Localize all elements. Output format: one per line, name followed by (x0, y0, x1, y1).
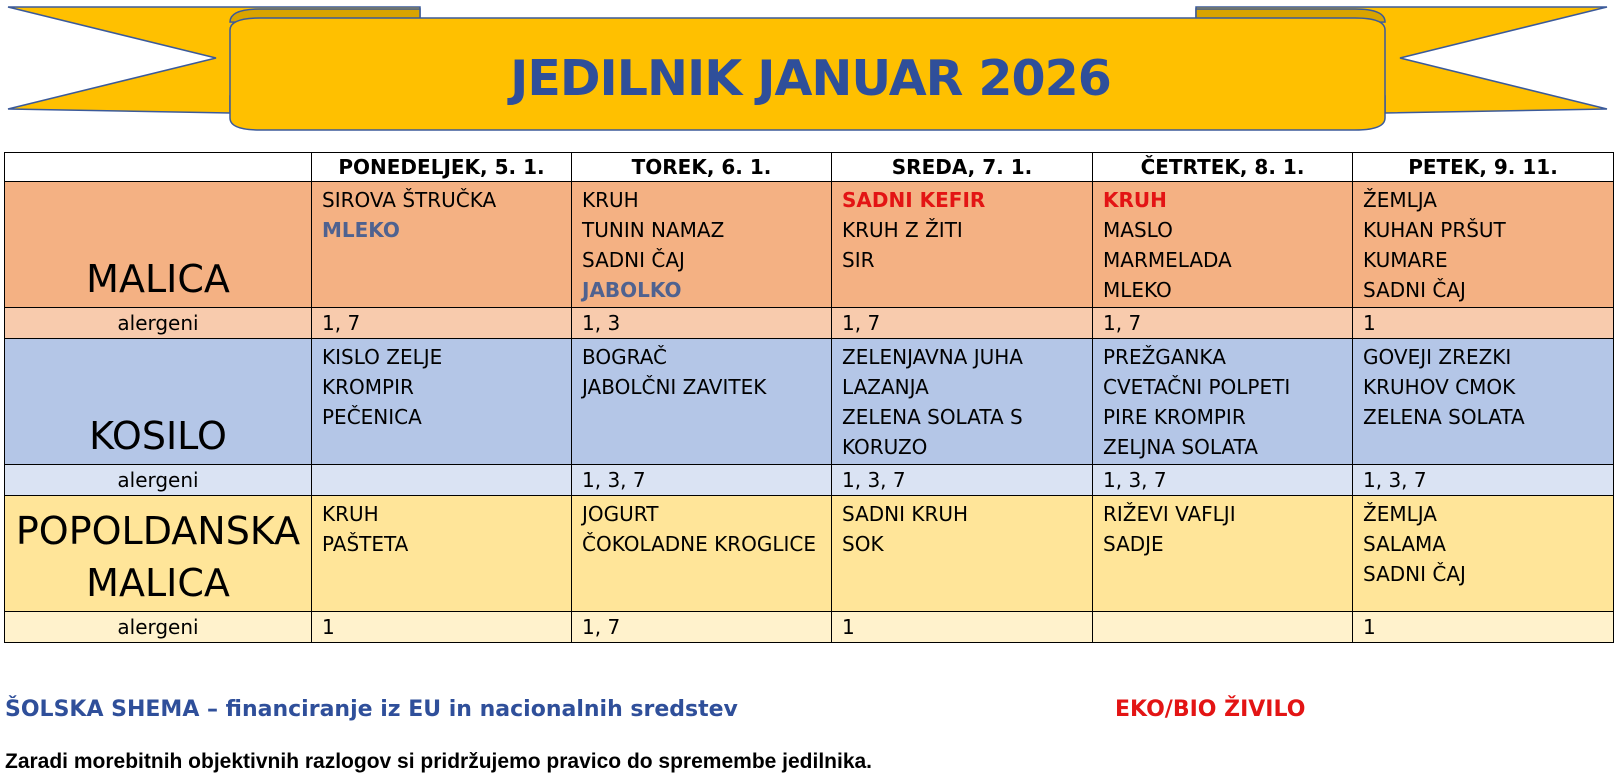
menu-item: KRUHOV CMOK (1363, 375, 1516, 399)
allergen-cell: 1, 3, 7 (1353, 465, 1614, 496)
meal-label-popoldanska: POPOLDANSKA MALICA (5, 496, 312, 612)
menu-cell (1093, 182, 1353, 308)
menu-item: RIŽEVI VAFLJI (1103, 502, 1236, 526)
menu-item: SADNI KRUH (842, 502, 969, 526)
day-header: PONEDELJEK, 5. 1. (312, 153, 572, 182)
allergen-label: alergeni (5, 465, 312, 496)
allergen-label: alergeni (5, 308, 312, 339)
menu-item: SALAMA (1363, 532, 1446, 556)
menu-item: ČOKOLADNE KROGLICE (582, 532, 817, 556)
allergen-cell: 1, 3, 7 (832, 465, 1093, 496)
menu-cell (572, 496, 832, 612)
menu-item: CVETAČNI POLPETI (1103, 375, 1291, 399)
header-empty-cell (5, 153, 312, 182)
allergen-cell: 1 (1353, 308, 1614, 339)
menu-cell (1353, 182, 1614, 308)
menu-item: KRUH (322, 502, 379, 526)
menu-cell (312, 182, 572, 308)
menu-item: MARMELADA (1103, 248, 1232, 272)
menu-cell (312, 496, 572, 612)
menu-item: PAŠTETA (322, 532, 409, 556)
popoldanska-row (5, 496, 1614, 612)
menu-cell (832, 339, 1093, 465)
menu-item: ZELENJAVNA JUHA (842, 345, 1023, 369)
day-header: ČETRTEK, 8. 1. (1093, 153, 1353, 182)
menu-cell (1093, 339, 1353, 465)
day-header-row (5, 153, 1614, 182)
menu-item: SADNI ČAJ (1363, 562, 1466, 586)
allergen-cell: 1, 7 (832, 308, 1093, 339)
menu-item: PIRE KROMPIR (1103, 405, 1246, 429)
page-title: JEDILNIK JANUAR 2026 (510, 49, 1111, 107)
allergen-cell: 1, 3 (572, 308, 832, 339)
day-header: SREDA, 7. 1. (832, 153, 1093, 182)
allergen-cell: 1, 7 (1093, 308, 1353, 339)
menu-item: PREŽGANKA (1103, 345, 1226, 369)
menu-cell (572, 182, 832, 308)
menu-item: ŽEMLJA (1363, 502, 1437, 526)
menu-change-note: Zaradi morebitnih objektivnih razlogov si pridržujemo pravico do spremembe jedilnika. (5, 750, 873, 773)
allergen-label: alergeni (5, 612, 312, 643)
menu-item: KISLO ZELJE (322, 345, 443, 369)
menu-item: KRUH (1103, 188, 1167, 212)
menu-item: MASLO (1103, 218, 1173, 242)
menu-item: MLEKO (1103, 278, 1172, 302)
menu-item: SADNI ČAJ (1363, 278, 1466, 302)
day-header: PETEK, 9. 11. (1353, 153, 1614, 182)
menu-item: KUMARE (1363, 248, 1448, 272)
malica-allergen-row (5, 308, 1614, 339)
menu-item: SADJE (1103, 532, 1164, 556)
menu-item: KRUH Z ŽITI (842, 218, 963, 242)
school-scheme-legend: ŠOLSKA SHEMA – financiranje iz EU in nacionalnih sredstev (5, 697, 738, 722)
menu-cell (1093, 496, 1353, 612)
menu-item: GOVEJI ZREZKI (1363, 345, 1512, 369)
eco-bio-legend: EKO/BIO ŽIVILO (1115, 697, 1306, 722)
menu-item: ZELENA SOLATA S (842, 405, 1023, 429)
allergen-cell: 1, 7 (572, 612, 832, 643)
menu-item: JOGURT (582, 502, 659, 526)
meal-label-kosilo: KOSILO (5, 339, 312, 465)
menu-item: ZELENA SOLATA (1363, 405, 1525, 429)
menu-cell (312, 339, 572, 465)
menu-item: KRUH (582, 188, 639, 212)
menu-item: SIR (842, 248, 875, 272)
kosilo-allergen-row (5, 465, 1614, 496)
menu-item: LAZANJA (842, 375, 929, 399)
menu-item: ŽEMLJA (1363, 188, 1437, 212)
menu-item: TUNIN NAMAZ (582, 218, 725, 242)
menu-item: BOGRAČ (582, 345, 667, 369)
menu-cell (572, 339, 832, 465)
menu-item: SIROVA ŠTRUČKA (322, 188, 497, 212)
menu-item: SADNI KEFIR (842, 188, 986, 212)
menu-item: KORUZO (842, 435, 928, 459)
menu-cell (1353, 496, 1614, 612)
menu-item: SOK (842, 532, 884, 556)
day-header: TOREK, 6. 1. (572, 153, 832, 182)
allergen-cell: 1, 7 (312, 308, 572, 339)
allergen-cell: 1 (832, 612, 1093, 643)
menu-cell (832, 496, 1093, 612)
menu-item: KROMPIR (322, 375, 414, 399)
allergen-cell: 1 (1353, 612, 1614, 643)
allergen-cell (1093, 612, 1353, 643)
menu-item: SADNI ČAJ (582, 248, 685, 272)
menu-item: ZELJNA SOLATA (1103, 435, 1258, 459)
allergen-cell: 1, 3, 7 (572, 465, 832, 496)
malica-row (5, 182, 1614, 308)
popoldanska-allergen-row (5, 612, 1614, 643)
allergen-cell (312, 465, 572, 496)
menu-cell (1353, 339, 1614, 465)
menu-table (4, 152, 1614, 643)
allergen-cell: 1 (312, 612, 572, 643)
allergen-cell: 1, 3, 7 (1093, 465, 1353, 496)
kosilo-row (5, 339, 1614, 465)
menu-item: JABOLČNI ZAVITEK (582, 375, 767, 399)
menu-item: MLEKO (322, 218, 400, 242)
meal-label-malica: MALICA (5, 182, 312, 308)
menu-item: KUHAN PRŠUT (1363, 218, 1506, 242)
menu-cell (832, 182, 1093, 308)
menu-item: JABOLKO (582, 278, 682, 302)
menu-item: PEČENICA (322, 405, 422, 429)
